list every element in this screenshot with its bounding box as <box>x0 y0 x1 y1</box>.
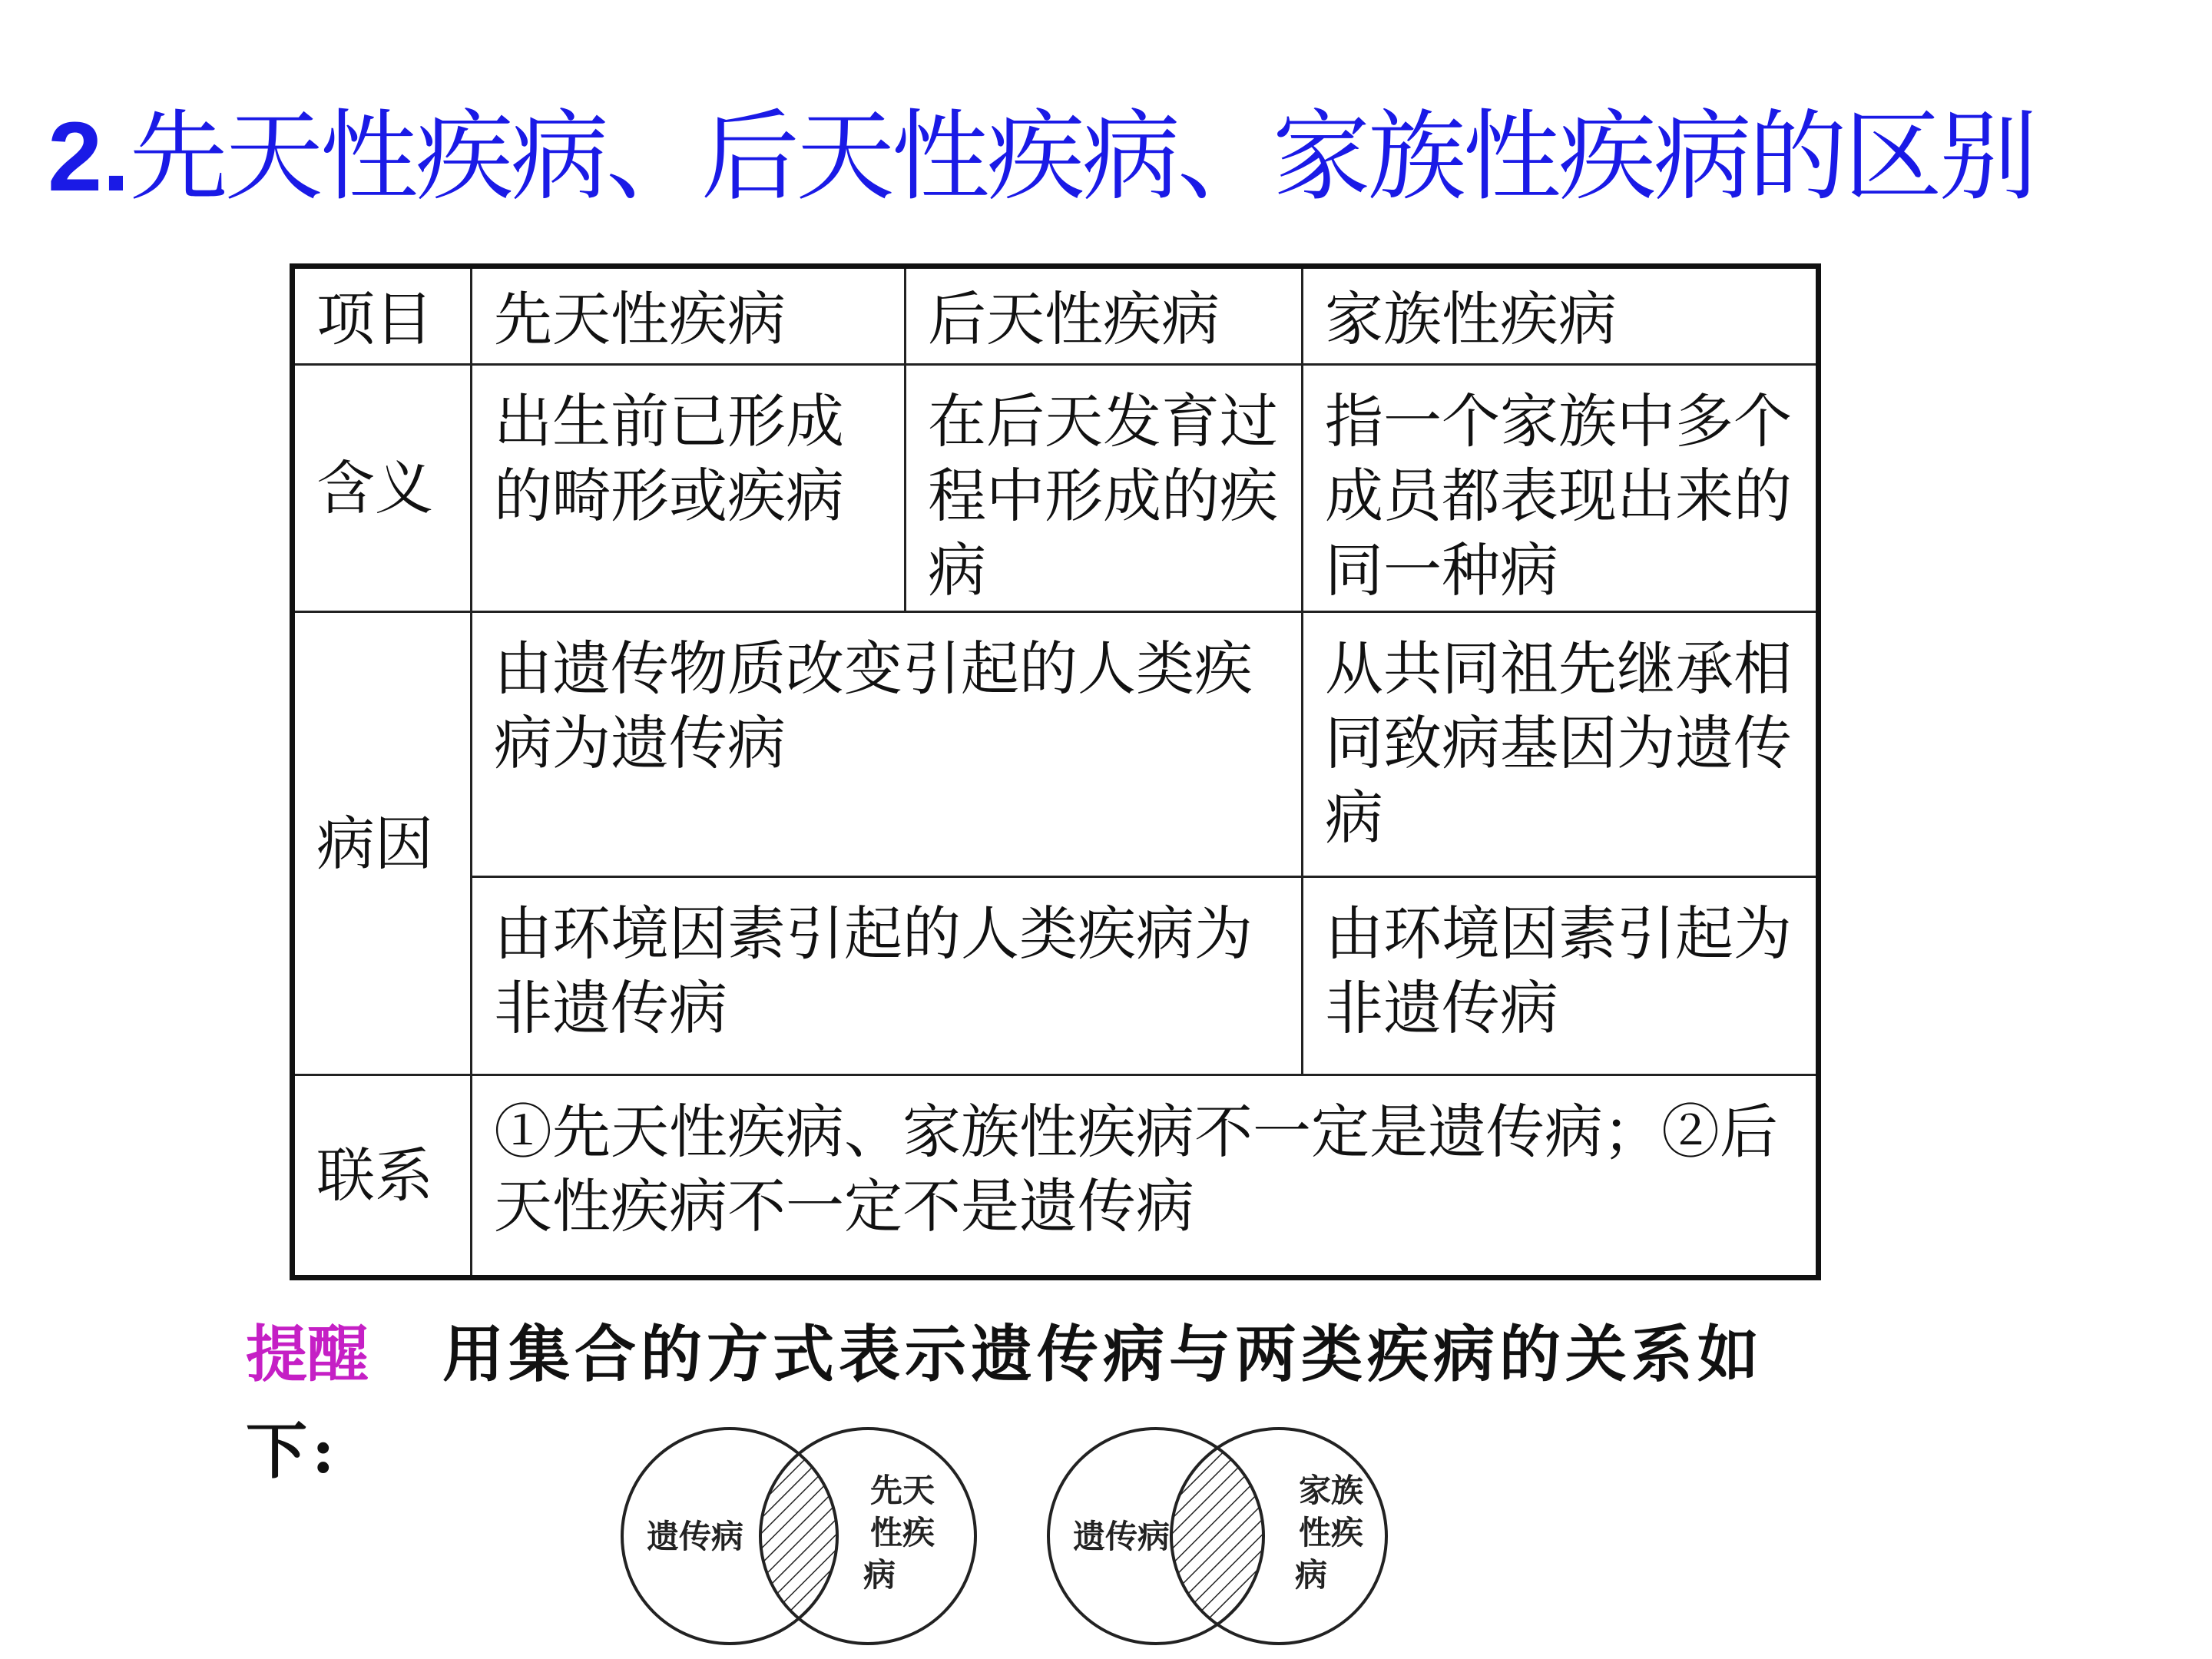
header-familial: 家族性疾病 <box>1303 267 1819 365</box>
venn-diagram-congenital <box>614 1421 998 1654</box>
cause-env-familial: 由环境因素引起为非遗传病 <box>1303 877 1819 1075</box>
venn-right-line: 家族 <box>1298 1472 1364 1509</box>
cause-env-main: 由环境因素引起的人类疾病为非遗传病 <box>472 877 1303 1075</box>
row-label-meaning: 含义 <box>293 365 472 612</box>
table-row-cause-environment <box>293 877 1819 1075</box>
venn-left-label: 遗传病 <box>1072 1518 1171 1555</box>
venn-right-line: 性疾 <box>1298 1514 1364 1551</box>
header-item: 项目 <box>293 267 472 365</box>
header-acquired: 后天性疾病 <box>906 267 1303 365</box>
relation-text: ①先天性疾病、家族性疾病不一定是遗传病；②后天性疾病不一定不是遗传病 <box>472 1075 1819 1278</box>
page-title <box>48 92 2035 223</box>
row-label-relation: 联系 <box>293 1075 472 1278</box>
venn-left-label: 遗传病 <box>646 1518 744 1555</box>
venn-right-line: 病 <box>863 1556 896 1594</box>
cause-genetic-familial: 从共同祖先继承相同致病基因为遗传病 <box>1303 612 1819 877</box>
reminder-text: 用集合的方式表示遗传病与两类疾病的关系如下: <box>246 1318 1763 1487</box>
cause-genetic-main: 由遗传物质改变引起的人类疾病为遗传病 <box>472 612 1303 877</box>
table-row-cause-genetic <box>293 612 1819 877</box>
meaning-congenital: 出生前已形成的畸形或疾病 <box>472 365 906 612</box>
reminder-label: 提醒 <box>246 1318 369 1390</box>
table-row-meaning <box>293 365 1819 612</box>
meaning-acquired: 在后天发育过程中形成的疾病 <box>906 365 1303 612</box>
row-label-cause: 病因 <box>293 612 472 1075</box>
title-number: 2. <box>48 102 130 212</box>
venn-right-line: 先天 <box>869 1472 935 1509</box>
meaning-familial: 指一个家族中多个成员都表现出来的同一种病 <box>1303 365 1819 612</box>
comparison-table <box>290 263 1821 1280</box>
table-row-relation <box>293 1075 1819 1278</box>
venn-right-line: 病 <box>1294 1556 1328 1594</box>
venn-right-line: 性疾 <box>869 1514 935 1551</box>
title-text: 先天性疾病、后天性疾病、家族性疾病的区别 <box>129 100 2035 214</box>
venn-diagram-familial <box>1041 1421 1425 1654</box>
header-congenital: 先天性疾病 <box>472 267 906 365</box>
table-header-row <box>293 267 1819 365</box>
